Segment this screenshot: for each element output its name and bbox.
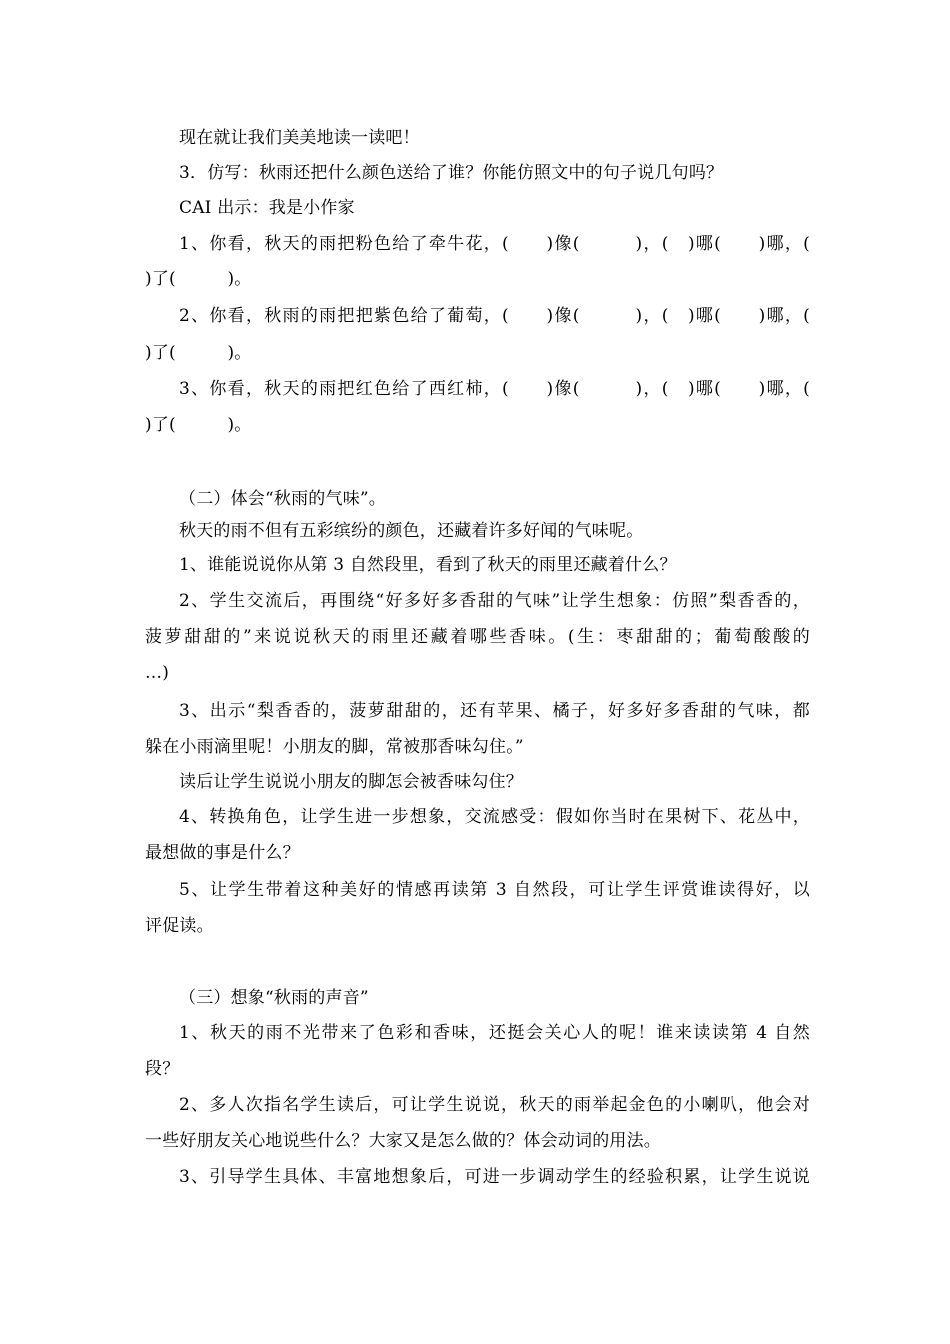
paragraph-line: 一些好朋友关心地说些什么？大家又是怎么做的？体会动词的用法。 <box>145 1131 661 1151</box>
section-heading: （三）想象“秋雨的声音” <box>179 988 369 1008</box>
paragraph-line: 3、引导学生具体、丰富地想象后，可进一步调动学生的经验积累，让学生说说 <box>179 1167 810 1187</box>
paragraph-line: CAI 出示：我是小作家 <box>179 198 355 218</box>
paragraph-line: …) <box>145 663 170 683</box>
exercise-line-continued: )了( )。 <box>145 343 252 363</box>
paragraph-line: 菠萝甜甜的”来说说秋天的雨里还藏着哪些香味。(生：枣甜甜的；葡萄酸酸的 <box>145 627 810 647</box>
exercise-line: 2、你看，秋雨的雨把把紫色给了葡萄，( )像( )，( )哪( )哪，( <box>179 306 810 326</box>
exercise-line-continued: )了( )。 <box>145 269 252 289</box>
paragraph-line: 躲在小雨滴里呢！小朋友的脚，常被那香味勾住。” <box>145 737 524 757</box>
paragraph-line: 2、学生交流后，再围绕“好多好多香甜的气味”让学生想象：仿照”梨香香的， <box>179 591 810 611</box>
paragraph-line: 最想做的事是什么？ <box>145 843 300 863</box>
paragraph-line: 5、让学生带着这种美好的情感再读第 3 自然段，可让学生评赏谁读得好，以 <box>179 880 810 900</box>
section-heading: （二）体会“秋雨的气味”。 <box>179 489 386 509</box>
exercise-line: 1、你看，秋天的雨把粉色给了牵牛花，( )像( )，( )哪( )哪，( <box>179 234 810 254</box>
paragraph-line: 3、出示“梨香香的，菠萝甜甜的，还有苹果、橘子，好多好多香甜的气味，都 <box>179 701 810 721</box>
paragraph-line: 秋天的雨不但有五彩缤纷的颜色，还藏着许多好闻的气味呢。 <box>179 521 644 541</box>
paragraph-line: 4、转换角色，让学生进一步想象，交流感受：假如你当时在果树下、花丛中， <box>179 807 810 827</box>
paragraph-line: 现在就让我们美美地读一读吧！ <box>179 128 420 148</box>
paragraph-line: 读后让学生说说小朋友的脚怎会被香味勾住？ <box>179 772 523 792</box>
exercise-line: 3、你看，秋天的雨把红色给了西红柿，( )像( )，( )哪( )哪，( <box>179 379 810 399</box>
exercise-line-continued: )了( )。 <box>145 415 252 435</box>
paragraph-line: 1、秋天的雨不光带来了色彩和香味，还挺会关心人的呢！谁来读读第 4 自然 <box>179 1023 810 1043</box>
paragraph-line: 1、谁能说说你从第 3 自然段里，看到了秋天的雨里还藏着什么？ <box>179 555 677 575</box>
paragraph-line: 段？ <box>145 1059 180 1079</box>
paragraph-line: 评促读。 <box>145 916 214 936</box>
paragraph-line: 3．仿写：秋雨还把什么颜色送给了谁？你能仿照文中的句子说几句吗？ <box>179 163 724 183</box>
paragraph-line: 2、多人次指名学生读后，可让学生说说，秋天的雨举起金色的小喇叭，他会对 <box>179 1095 810 1115</box>
